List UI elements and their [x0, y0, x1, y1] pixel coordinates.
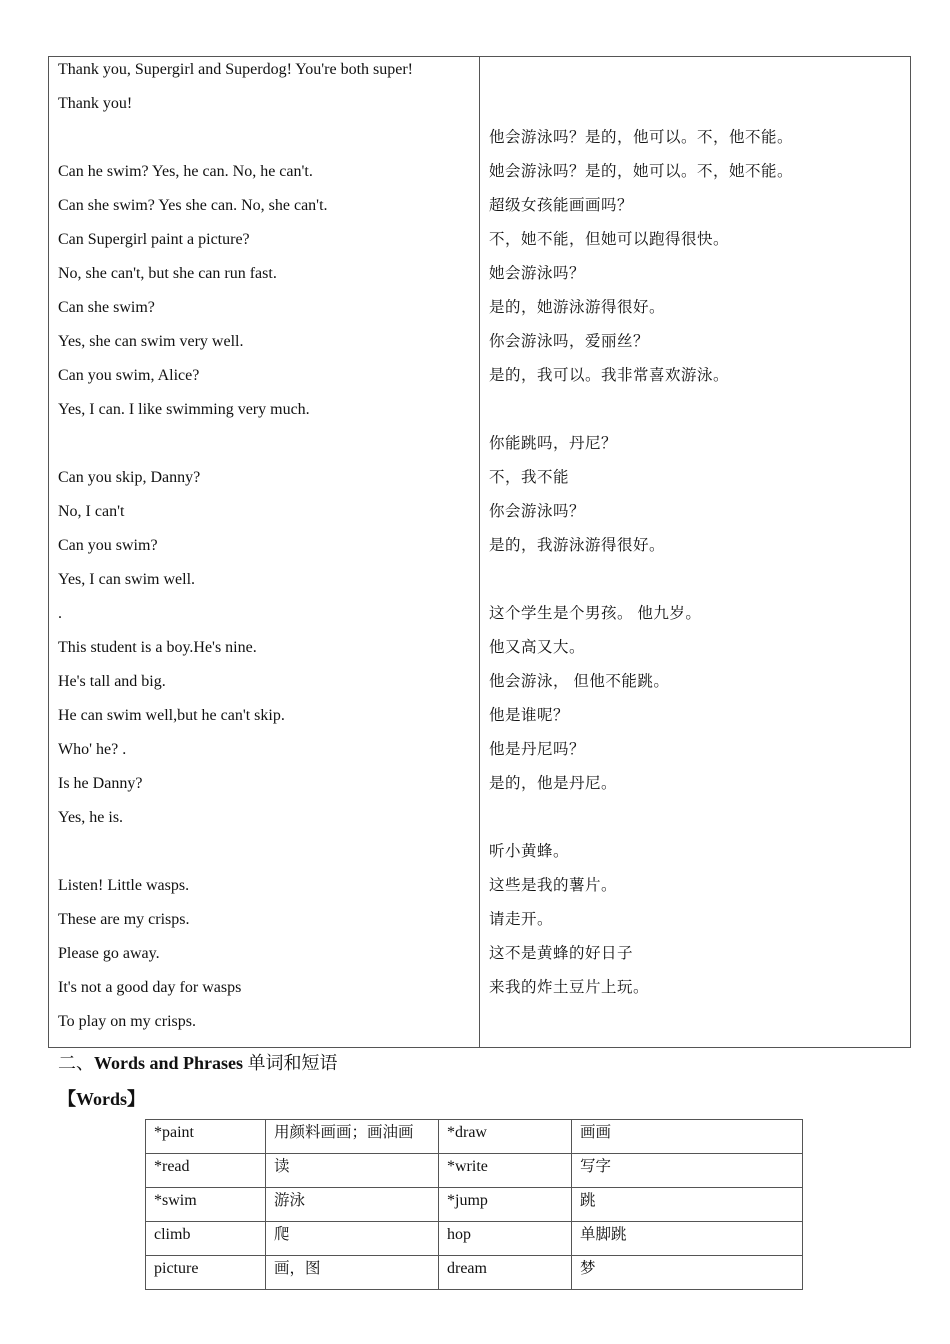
english-line: Yes, she can swim very well. — [58, 333, 244, 350]
english-line: Listen! Little wasps. — [58, 877, 190, 894]
english-line: He's tall and big. — [58, 673, 166, 690]
english-line: Can she swim? — [58, 299, 155, 316]
english-line: Can you swim, Alice? — [58, 367, 200, 384]
word-en-cell: climb — [146, 1222, 266, 1256]
word-zh-cell: 单脚跳 — [572, 1222, 803, 1256]
word-en-cell: *paint — [146, 1120, 266, 1154]
words-row — [146, 1188, 803, 1222]
words-label: 【Words】 — [58, 1089, 146, 1109]
word-zh-cell: 爬 — [266, 1222, 439, 1256]
chinese-line: 她会游泳吗？是的，她可以。不，她不能。 — [489, 163, 794, 180]
chinese-line: 她会游泳吗？ — [489, 265, 586, 282]
english-line: Please go away. — [58, 945, 160, 962]
word-en-cell: hop — [439, 1222, 572, 1256]
chinese-line: 你会游泳吗，爱丽丝？ — [489, 333, 650, 350]
words-row — [146, 1154, 803, 1188]
chinese-line: 他会游泳吗？是的，他可以。不，他不能。 — [489, 129, 794, 146]
english-line: Can she swim? Yes she can. No, she can't. — [58, 197, 328, 214]
chinese-line: 不，我不能 — [489, 469, 570, 486]
chinese-line: 这些是我的薯片。 — [489, 877, 618, 894]
english-line: Is he Danny? — [58, 775, 143, 792]
chinese-line: 是的，我可以。我非常喜欢游泳。 — [489, 367, 730, 384]
word-zh-cell: 用颜料画画；画油画 — [266, 1120, 439, 1154]
english-line: It's not a good day for wasps — [58, 979, 242, 996]
chinese-line: 请走开。 — [489, 911, 554, 928]
word-en-cell: *jump — [439, 1188, 572, 1222]
chinese-line: 他又高又大。 — [489, 639, 586, 656]
word-en-cell: picture — [146, 1256, 266, 1290]
english-line: Thank you! — [58, 95, 133, 112]
dialogue-table — [48, 56, 911, 1048]
english-line: Yes, I can swim well. — [58, 571, 196, 588]
english-line: Who' he? . — [58, 741, 127, 758]
word-en-cell: *read — [146, 1154, 266, 1188]
words-row — [146, 1120, 803, 1154]
section-heading — [58, 1049, 338, 1075]
word-zh-cell: 游泳 — [266, 1188, 439, 1222]
english-line: These are my crisps. — [58, 911, 190, 928]
english-line: Yes, he is. — [58, 809, 124, 826]
word-zh-cell: 写字 — [572, 1154, 803, 1188]
english-line: Can you skip, Danny? — [58, 469, 201, 486]
word-zh-cell: 跳 — [572, 1188, 803, 1222]
word-zh-cell: 画，图 — [266, 1256, 439, 1290]
words-table — [145, 1119, 803, 1290]
chinese-line: 他是丹尼吗？ — [489, 741, 586, 758]
english-line: No, she can't, but she can run fast. — [58, 265, 277, 282]
word-en-cell: *swim — [146, 1188, 266, 1222]
word-zh-cell: 画画 — [572, 1120, 803, 1154]
chinese-line: 是的，她游泳游得很好。 — [489, 299, 666, 316]
section-title-en: Words and Phrases — [94, 1053, 244, 1073]
word-en-cell: *draw — [439, 1120, 572, 1154]
words-row — [146, 1256, 803, 1290]
words-row — [146, 1222, 803, 1256]
english-line: To play on my crisps. — [58, 1013, 196, 1030]
english-line: No, I can't — [58, 503, 125, 520]
english-line: Thank you, Supergirl and Superdog! You're both super! — [58, 61, 413, 78]
english-line: He can swim well,but he can't skip. — [58, 707, 285, 724]
column-divider — [479, 57, 480, 1047]
chinese-line: 听小黄蜂。 — [489, 843, 570, 860]
chinese-line: 这个学生是个男孩。 他九岁。 — [489, 605, 702, 622]
word-en-cell: dream — [439, 1256, 572, 1290]
chinese-line: 超级女孩能画画吗？ — [489, 197, 634, 214]
english-line: Yes, I can. I like swimming very much. — [58, 401, 310, 418]
chinese-line: 来我的炸土豆片上玩。 — [489, 979, 650, 996]
english-line: Can you swim? — [58, 537, 158, 554]
chinese-line: 这不是黄蜂的好日子 — [489, 945, 634, 962]
chinese-line: 你会游泳吗？ — [489, 503, 586, 520]
chinese-line: 是的，他是丹尼。 — [489, 775, 618, 792]
chinese-line: 不，她不能，但她可以跑得很快。 — [489, 231, 730, 248]
chinese-line: 他是谁呢？ — [489, 707, 570, 724]
english-line: Can Supergirl paint a picture? — [58, 231, 250, 248]
word-zh-cell: 梦 — [572, 1256, 803, 1290]
chinese-line: 是的，我游泳游得很好。 — [489, 537, 666, 554]
chinese-line: 你能跳吗，丹尼？ — [489, 435, 618, 452]
section-number: 二、 — [58, 1053, 94, 1073]
section-title-zh: 单词和短语 — [243, 1053, 338, 1073]
word-en-cell: *write — [439, 1154, 572, 1188]
word-zh-cell: 读 — [266, 1154, 439, 1188]
english-line: Can he swim? Yes, he can. No, he can't. — [58, 163, 313, 180]
chinese-line: 他会游泳， 但他不能跳。 — [489, 673, 670, 690]
english-line: This student is a boy.He's nine. — [58, 639, 257, 656]
english-line: . — [58, 605, 62, 622]
